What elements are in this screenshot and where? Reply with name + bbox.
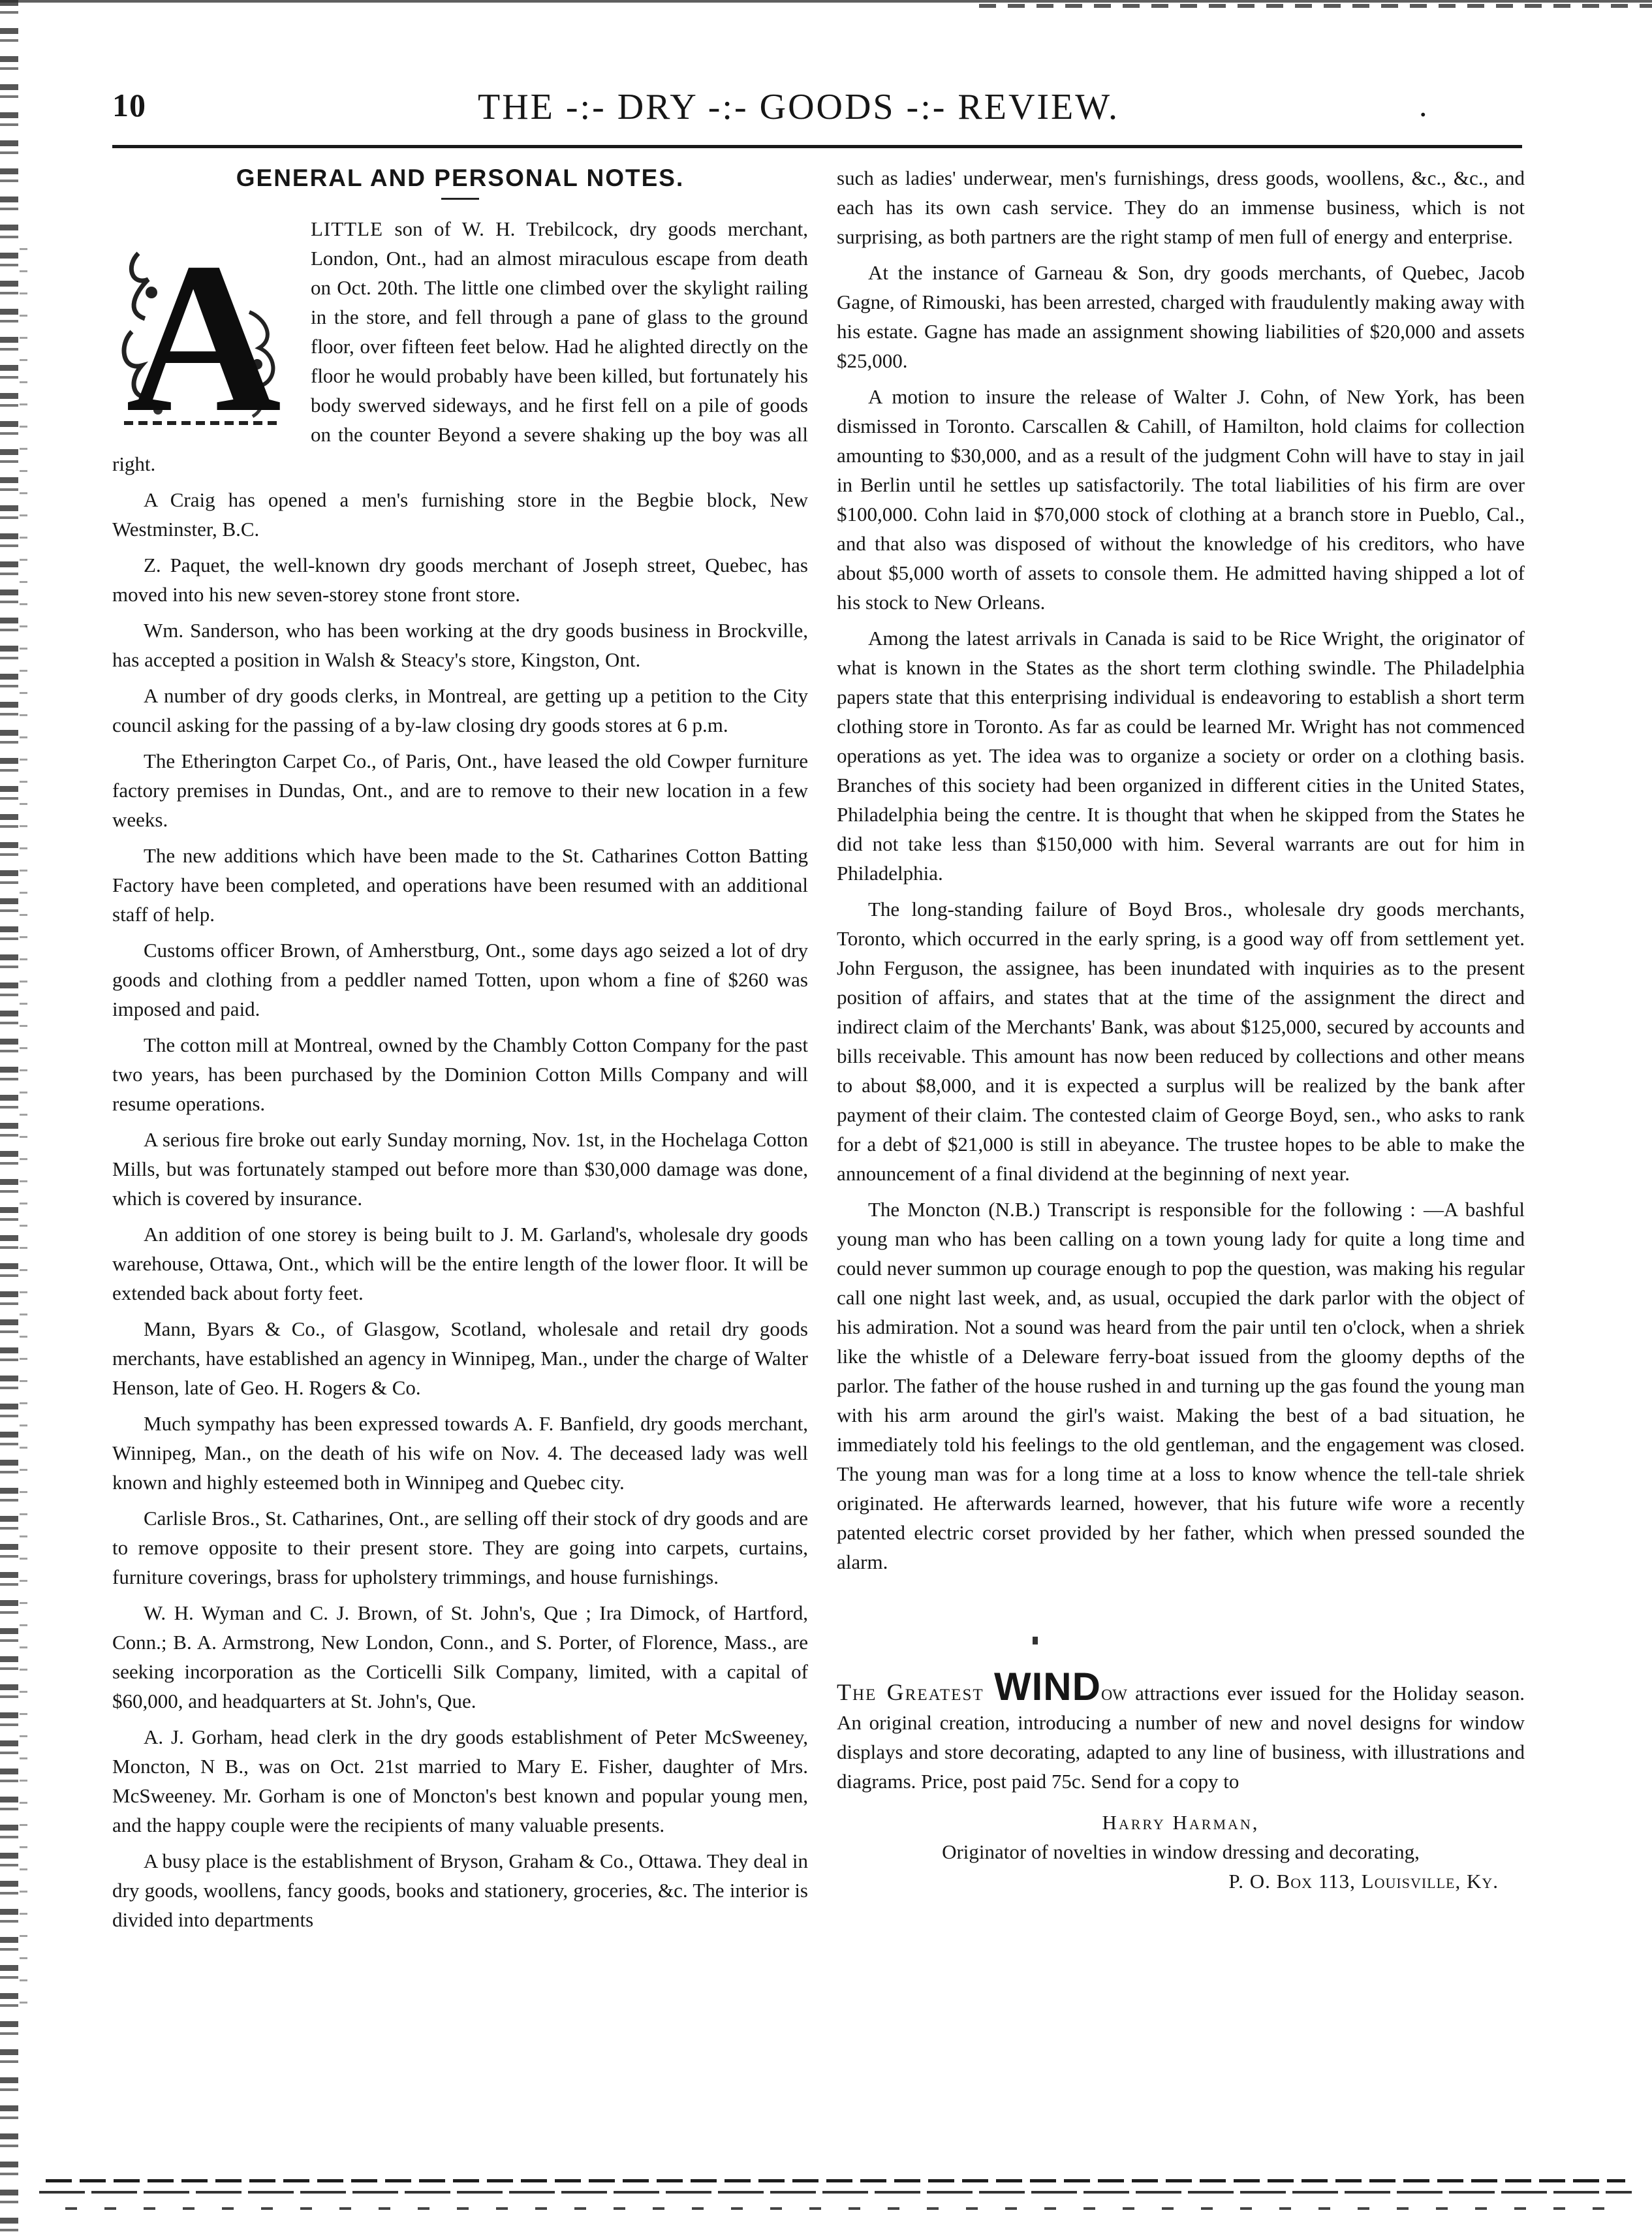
article-paragraph: such as ladies' underwear, men's furnishings, dress goods, woollens, &c., &c., and each has its own cash service. They do an immense business, which is not surprising, as both partners are the right stamp of men full of energy and enterprise. <box>837 166 1525 248</box>
ad-advertiser-name: Harry Harman, <box>1102 1811 1260 1834</box>
drop-cap-ornament <box>112 214 295 437</box>
drop-cap-letter: A <box>125 219 282 437</box>
article-paragraph: A Craig has opened a men's furnishing store in the Begbie block, New Westminster, B.C. <box>112 488 808 541</box>
first-word: LITTLE <box>311 217 384 240</box>
scan-bottom-line <box>65 2207 1619 2210</box>
ad-po-box: P. O. Box 113, <box>1228 1870 1362 1893</box>
ornamental-drop-cap <box>112 214 295 437</box>
ad-city: Louisville, Ky. <box>1361 1870 1499 1893</box>
header-rule <box>112 145 1522 148</box>
article-paragraph: At the instance of Garneau & Son, dry goods merchants, of Quebec, Jacob Gagne, of Rimouski, has been arrested, charged with fraudulently making away with his estate. Gagne has made an assignment showing liabilities of $20,000 and assets $25,000. <box>837 261 1525 372</box>
ad-body-text: attractions ever issued for the Holiday season. An original creation, introducing a number of new and novel designs for window displays and store decorating, adapted to any line of business, with illustrations and diagrams. Price, post paid 75c. Send for a copy to <box>837 1682 1525 1793</box>
article-paragraph: The new additions which have been made to the St. Catharines Cotton Batting Factory have been completed, and operations have been resumed with an additional staff of help. <box>112 844 808 926</box>
article-paragraph: Much sympathy has been expressed towards A. F. Banfield, dry goods merchant, Winnipeg, Man., on the death of his wife on Nov. 4. The deceased lady was well known and highly esteemed both in Winnipeg and Quebec city. <box>112 1412 808 1494</box>
article-paragraph: Mann, Byars & Co., of Glasgow, Scotland, wholesale and retail dry goods merchants, have established an agency in Winnipeg, Man., under the charge of Walter Henson, late of Geo. H. Rogers & Co. <box>112 1317 808 1399</box>
scan-bottom-line <box>39 2191 1632 2194</box>
page-number: 10 <box>112 87 146 123</box>
masthead-title: THE -:- DRY -:- GOODS -:- REVIEW. <box>478 87 1119 127</box>
article-paragraph: A. J. Gorham, head clerk in the dry goods establishment of Peter McSweeney, Moncton, N B., was on Oct. 21st married to Mary E. Fisher, daughter of Mrs. McSweeney. Mr. Gorham is one of Moncton's best known and popular young men, and the happy couple were the recipients of many valuable presents. <box>112 1725 808 1836</box>
article-paragraph: A busy place is the establishment of Bryson, Graham & Co., Ottawa. They deal in dry goods, woollens, fancy goods, books and stationery, groceries, &c. The interior is divided into departments <box>112 1849 808 1931</box>
scan-left-edge <box>0 0 18 2234</box>
article-paragraph: The long-standing failure of Boyd Bros., wholesale dry goods merchants, Toronto, which occurred in the early spring, is a good way off from settlement yet. John Ferguson, the assignee, has been inundated with inquiries as to the present position of affairs, and states that at the time of the assignment the direct and indirect claim of the Merchants' Bank, was about $125,000, secured by accounts and bills receivable. This amount has now been reduced by collections and other means to about $8,000, and it is expected a surplus will be realized by the bank after payment of their claim. The contested claim of George Boyd, sen., who asks to rank for a debt of $21,000 is still in abeyance. The trustee hopes to be able to make the announcement of a final dividend at the beginning of next year. <box>837 898 1525 1185</box>
article-paragraph: Customs officer Brown, of Amherstburg, Ont., some days ago seized a lot of dry goods and clothing from a peddler named Totten, upon whom a fine of $260 was imposed and paid. <box>112 939 808 1020</box>
header-dot: . <box>1419 87 1427 123</box>
ad-address <box>837 1866 1525 1896</box>
section-title-rule <box>441 198 479 200</box>
page-header <box>112 86 1522 132</box>
ad-ornament-mark <box>1033 1637 1038 1644</box>
article-paragraph: The cotton mill at Montreal, owned by the Chambly Cotton Company for the past two years, has been purchased by the Dominion Cotton Mills Company and will resume operations. <box>112 1033 808 1115</box>
ad-headline-tail: ow <box>1100 1681 1127 1705</box>
ad-lead-text: The Greatest <box>837 1679 994 1705</box>
ad-advertiser-role: Originator of novelties in window dressing and decorating, <box>942 1840 1420 1863</box>
left-column <box>112 163 808 1941</box>
article-paragraph: An addition of one storey is being built to J. M. Garland's, wholesale dry goods warehouse, Ottawa, Ont., which will be the entire length of the lower floor. It will be extended back about forty feet. <box>112 1223 808 1304</box>
scan-bottom-edge <box>39 2171 1638 2224</box>
advertisement <box>837 1637 1525 1896</box>
article-paragraph: Wm. Sanderson, who has been working at the dry goods business in Brockville, has accepted a position in Walsh & Steacy's store, Kingston, Ont. <box>112 619 808 671</box>
article-paragraph: A motion to insure the release of Walter J. Cohn, of New York, has been dismissed in Toronto. Carscallen & Cahill, of Hamilton, hold claims for collection amounting to $30,000, and as a result of the judgment Cohn will have to stay in jail in Berlin until he settles up satisfactorily. The total liabilities of his firm are over $100,000. Cohn laid in $70,000 stock of clothing at a branch store in Pueblo, Cal., and that also was disposed of without the knowledge of his creditors, who have about $5,000 worth of assets to console them. He admitted having shipped a lot of his stock to New Orleans. <box>837 385 1525 614</box>
article-paragraph: The Moncton (N.B.) Transcript is responsible for the following : —A bashful young man who has been calling on a town young lady for quite a long time and could never summon up courage enough to pop the question, was making his regular call one night last week, and, as usual, occupied the dark parlor with the object of his admiration. Not a sound was heard from the pair until ten o'clock, when a shriek like the whistle of a Deleware ferry-boat issued from the gloomy depths of the parlor. The father of the house rushed in and turning up the gas found the young man with his arm around the girl's waist. Making the best of a bad situation, he immediately told his feelings to the old gentleman, and the engagement was closed. The young man was for a long time at a loss to know whence the tell-tale shriek originated. He afterwards learned, however, that his future wife wore a recently patented electric corset provided by her father, which when pressed sounded the alarm. <box>837 1198 1525 1573</box>
article-paragraph: The Etherington Carpet Co., of Paris, Ont., have leased the old Cowper furniture factory premises in Dundas, Ont., and are to remove to their new location in a few weeks. <box>112 749 808 831</box>
article-paragraph: A number of dry goods clerks, in Montreal, are getting up a petition to the City council asking for the passing of a by-law closing dry goods stores at 6 p.m. <box>112 684 808 736</box>
scan-left-edge-marks <box>20 248 27 2011</box>
section-title: GENERAL AND PERSONAL NOTES. <box>236 165 685 191</box>
ad-headline-window: WIND <box>994 1665 1101 1708</box>
right-column <box>837 163 1525 1896</box>
article-paragraph: Z. Paquet, the well-known dry goods merchant of Joseph street, Quebec, has moved into his new seven-storey stone front store. <box>112 554 808 606</box>
paragraph-text: son of W. H. Trebilcock, dry goods merchant, London, Ont., had an almost miraculous escape from death on Oct. 20th. The little one climbed over the skylight railing in the store, and fell through a pane of glass to the ground floor, over fifteen feet below. Had he alighted directly on the floor he would probably have been killed, but fortunately his body swerved sideways, and he first fell on a pile of goods on the counter Beyond a severe shaking up the boy was all right. <box>112 217 808 475</box>
article-paragraph: Carlisle Bros., St. Catharines, Ont., are selling off their stock of dry goods and are to remove opposite to their present store. They are going into carpets, curtains, furniture coverings, brass for upholstery trimmings, and house furnishings. <box>112 1507 808 1588</box>
article-paragraph: Among the latest arrivals in Canada is said to be Rice Wright, the originator of what is known in the States as the short term clothing swindle. The Philadelphia papers state that this enterprising individual is endeavoring to establish a short term clothing store in Toronto. As far as could be learned Mr. Wright has not commenced operations as yet. The idea was to organize a society or order on a clothing basis. Branches of this society had been organized in different cities in the United States, Philadelphia being the centre. It is thought that when he skipped from the States he did not take less than $150,000 with him. Several warrants are out for him in Philadelphia. <box>837 627 1525 885</box>
article-paragraph <box>112 214 808 479</box>
ad-body <box>837 1665 1525 1796</box>
scan-bottom-line <box>46 2179 1625 2182</box>
article-paragraph: A serious fire broke out early Sunday morning, Nov. 1st, in the Hochelaga Cotton Mills, but was fortunately stamped out before more than $30,000 damage was done, which is covered by insurance. <box>112 1128 808 1210</box>
article-paragraph: W. H. Wyman and C. J. Brown, of St. John's, Que ; Ira Dimock, of Hartford, Conn.; B. A. Armstrong, New London, Conn., and S. Porter, of Florence, Mass., are seeking incorporation as the Corticelli Silk Company, limited, with a capital of $60,000, and headquarters at St. John's, Que. <box>112 1601 808 1712</box>
scan-top-edge <box>0 0 1652 13</box>
